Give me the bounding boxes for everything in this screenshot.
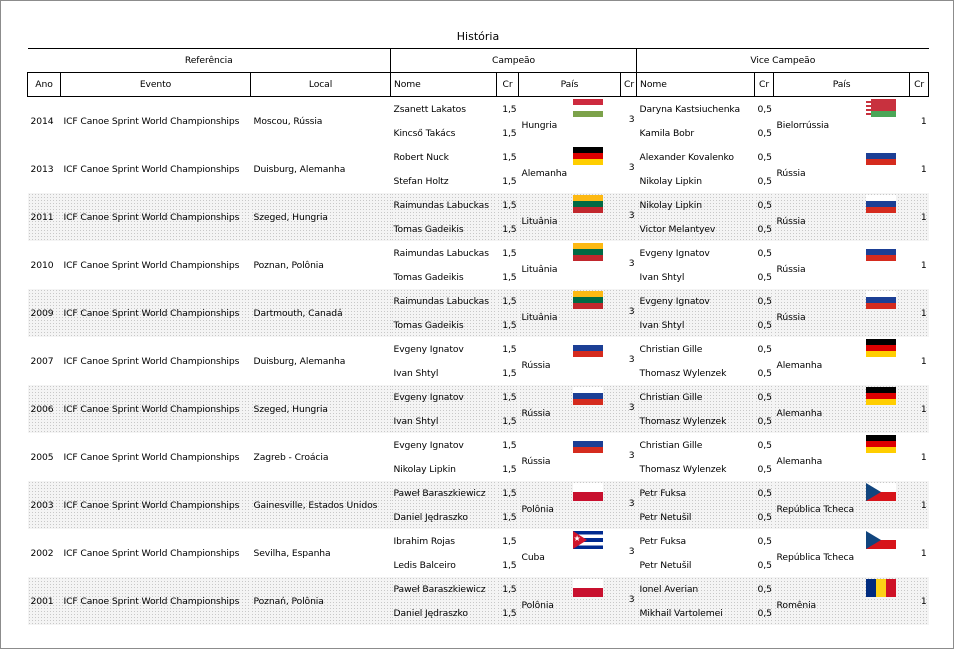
champion-name-1: Paweł Baraszkiewicz xyxy=(391,481,497,505)
group-referencia: Referência xyxy=(28,49,391,73)
event-cell: ICF Canoe Sprint World Championships xyxy=(63,163,240,175)
champion-country: Lituânia xyxy=(521,215,558,227)
year-cell: 2002 xyxy=(30,547,54,559)
vice-name-2: Ivan Shtyl xyxy=(639,271,685,283)
champion-cr-1: 1,5 xyxy=(502,439,517,451)
vice-country-cell xyxy=(774,529,910,577)
vice-country: Rússia xyxy=(776,263,806,275)
champion-cr-2: 1,5 xyxy=(502,271,517,283)
vice-cr-total: 1 xyxy=(920,163,927,175)
vice-name-2: Victor Melantyev xyxy=(637,217,755,241)
table-row xyxy=(28,97,929,122)
champion-cr-total: 3 xyxy=(621,289,637,337)
champion-name-1: Robert Nuck xyxy=(393,151,449,163)
vice-country-cell xyxy=(774,289,910,337)
champion-name-1: Evgeny Ignatov xyxy=(393,343,464,355)
col-evento: Evento xyxy=(61,73,251,97)
champion-name-1: Raimundas Labuckas xyxy=(393,247,489,259)
col-cr-vice: Cr xyxy=(755,73,774,97)
vice-country-cell xyxy=(774,577,910,625)
vice-cr-2: 0,5 xyxy=(757,367,772,379)
vice-flag-icon xyxy=(866,387,896,405)
champion-country-cell xyxy=(519,337,621,385)
champion-country-cell xyxy=(519,145,621,193)
vice-cr-1: 0,5 xyxy=(757,439,772,451)
vice-name-1: Christian Gille xyxy=(639,343,703,355)
vice-cr-2: 0,5 xyxy=(755,505,774,529)
champion-cr-2: 1,5 xyxy=(502,367,517,379)
champion-flag-icon xyxy=(573,435,603,453)
champion-name-2: Daniel Jędraszko xyxy=(391,505,497,529)
event-cell: ICF Canoe Sprint World Championships xyxy=(63,259,240,271)
vice-name-1: Christian Gille xyxy=(637,385,755,409)
champion-country: Hungria xyxy=(521,119,558,131)
vice-cr-total: 1 xyxy=(920,259,927,271)
vice-name-2: Thomasz Wylenzek xyxy=(637,409,755,433)
champion-country: Cuba xyxy=(521,551,545,563)
champion-country: Rússia xyxy=(521,359,551,371)
champion-cr-total: 3 xyxy=(628,546,635,557)
table-row xyxy=(28,481,929,505)
col-nome-vice: Nome xyxy=(637,73,755,97)
champion-cr-2: 1,5 xyxy=(502,559,517,571)
location-cell: Poznan, Polônia xyxy=(253,259,324,271)
vice-cr-total: 1 xyxy=(920,451,927,463)
vice-flag-icon xyxy=(866,483,896,501)
champion-name-2: Tomas Gadeikis xyxy=(391,217,497,241)
champion-name-2: Kincső Takács xyxy=(393,127,456,139)
location-cell: Gainesville, Estados Unidos xyxy=(251,481,391,529)
vice-flag-icon xyxy=(866,579,896,597)
table-row xyxy=(28,289,929,313)
year-cell: 2009 xyxy=(28,289,61,337)
champion-country-cell xyxy=(519,241,621,289)
champion-cr-1: 1,5 xyxy=(497,481,519,505)
champion-cr-1: 1,5 xyxy=(497,193,519,217)
event-cell: ICF Canoe Sprint World Championships xyxy=(63,355,240,367)
vice-country-cell xyxy=(774,241,910,289)
champion-country: Rússia xyxy=(521,455,551,467)
vice-cr-2: 0,5 xyxy=(757,559,772,571)
champion-flag-icon: ★ xyxy=(573,531,603,549)
vice-flag-icon xyxy=(866,147,896,165)
location-cell: Moscou, Rússia xyxy=(253,115,323,127)
event-cell: ICF Canoe Sprint World Championships xyxy=(63,451,240,463)
table-row xyxy=(28,145,929,169)
vice-cr-1: 0,5 xyxy=(755,481,774,505)
champion-cr-total: 3 xyxy=(621,385,637,433)
event-cell: ICF Canoe Sprint World Championships xyxy=(61,289,251,337)
event-cell: ICF Canoe Sprint World Championships xyxy=(63,547,240,559)
year-cell: 2007 xyxy=(30,355,54,367)
group-vice: Vice Campeão xyxy=(637,49,929,73)
vice-country-cell xyxy=(774,337,910,385)
year-cell: 2003 xyxy=(28,481,61,529)
champion-name-1: Paweł Baraszkiewicz xyxy=(391,577,497,601)
champion-name-2: Stefan Holtz xyxy=(393,175,449,187)
champion-cr-1: 1,5 xyxy=(502,343,517,355)
year-cell: 2011 xyxy=(28,193,61,241)
champion-cr-2: 1,5 xyxy=(497,217,519,241)
vice-country-cell xyxy=(774,385,910,433)
vice-country-cell xyxy=(774,433,910,481)
vice-flag-icon xyxy=(866,531,896,549)
vice-cr-1: 0,5 xyxy=(757,151,772,163)
vice-name-2: Thomasz Wylenzek xyxy=(639,463,727,475)
event-cell: ICF Canoe Sprint World Championships xyxy=(63,115,240,127)
group-campeao: Campeão xyxy=(391,49,637,73)
vice-cr-2: 0,5 xyxy=(755,409,774,433)
vice-cr-2: 0,5 xyxy=(757,271,772,283)
col-pais: País xyxy=(519,73,621,97)
vice-cr-total: 1 xyxy=(910,289,929,337)
champion-cr-total: 3 xyxy=(621,577,637,625)
vice-name-1: Ionel Averian xyxy=(637,577,755,601)
vice-cr-total: 1 xyxy=(920,115,927,127)
champion-cr-2: 1,5 xyxy=(497,409,519,433)
champion-country: Polônia xyxy=(521,599,554,611)
champion-country: Lituânia xyxy=(521,263,558,275)
vice-cr-1: 0,5 xyxy=(755,193,774,217)
col-cr-vice-total: Cr xyxy=(910,73,929,97)
champion-country: Polônia xyxy=(521,503,554,515)
champion-cr-total: 3 xyxy=(621,193,637,241)
vice-cr-2: 0,5 xyxy=(757,463,772,475)
champion-country-cell xyxy=(519,433,621,481)
vice-cr-1: 0,5 xyxy=(757,535,772,547)
event-cell: ICF Canoe Sprint World Championships xyxy=(61,577,251,625)
champion-cr-1: 1,5 xyxy=(502,151,517,163)
vice-country: Alemanha xyxy=(776,359,823,371)
champion-cr-2: 1,5 xyxy=(502,175,517,187)
history-table xyxy=(27,48,929,625)
vice-name-1: Evgeny Ignatov xyxy=(637,289,755,313)
table-row xyxy=(28,577,929,601)
year-cell: 2006 xyxy=(28,385,61,433)
col-ano: Ano xyxy=(28,73,61,97)
event-cell: ICF Canoe Sprint World Championships xyxy=(61,385,251,433)
vice-cr-total: 1 xyxy=(910,577,929,625)
champion-cr-1: 1,5 xyxy=(497,577,519,601)
vice-country: República Tcheca xyxy=(776,551,855,563)
champion-flag-icon xyxy=(573,195,603,213)
vice-country-cell xyxy=(774,145,910,193)
col-cr-total: Cr xyxy=(621,73,637,97)
vice-flag-icon xyxy=(866,243,896,261)
champion-country-cell xyxy=(519,289,621,337)
vice-country-cell xyxy=(774,481,910,529)
location-cell: Duisburg, Alemanha xyxy=(253,355,346,367)
champion-cr-total: 3 xyxy=(628,258,635,269)
vice-name-2: Ivan Shtyl xyxy=(637,313,755,337)
table-row xyxy=(28,337,929,361)
champion-flag-icon xyxy=(573,579,603,597)
table-row xyxy=(28,193,929,217)
champion-name-2: Ivan Shtyl xyxy=(391,409,497,433)
champion-cr-total: 3 xyxy=(628,162,635,173)
vice-cr-1: 0,5 xyxy=(755,577,774,601)
vice-name-1: Evgeny Ignatov xyxy=(639,247,710,259)
vice-cr-1: 0,5 xyxy=(757,343,772,355)
champion-name-1: Zsanett Lakatos xyxy=(393,103,466,115)
location-cell: Szeged, Hungria xyxy=(251,193,391,241)
vice-country: Rússia xyxy=(776,311,806,323)
champion-cr-1: 1,5 xyxy=(502,535,517,547)
vice-cr-2: 0,5 xyxy=(755,601,774,625)
champion-country-cell xyxy=(519,193,621,241)
champion-country: Lituânia xyxy=(521,311,558,323)
vice-cr-total: 1 xyxy=(920,547,927,559)
vice-flag-icon xyxy=(866,291,896,309)
event-cell: ICF Canoe Sprint World Championships xyxy=(61,193,251,241)
champion-name-1: Ibrahim Rojas xyxy=(393,535,455,547)
col-local: Local xyxy=(251,73,391,97)
champion-country-cell xyxy=(519,481,621,529)
vice-cr-2: 0,5 xyxy=(755,313,774,337)
champion-country-cell xyxy=(519,97,621,146)
champion-cr-2: 1,5 xyxy=(502,463,517,475)
event-cell: ICF Canoe Sprint World Championships xyxy=(61,481,251,529)
champion-cr-2: 1,5 xyxy=(497,313,519,337)
champion-name-2: Ivan Shtyl xyxy=(393,367,439,379)
vice-name-2: Thomasz Wylenzek xyxy=(639,367,727,379)
vice-name-2: Kamila Bobr xyxy=(639,127,695,139)
champion-name-2: Ledis Balceiro xyxy=(393,559,456,571)
vice-name-1: Christian Gille xyxy=(639,439,703,451)
vice-country: Alemanha xyxy=(776,455,823,467)
vice-cr-total: 1 xyxy=(910,481,929,529)
location-cell: Dartmouth, Canadá xyxy=(251,289,391,337)
table-row xyxy=(28,433,929,457)
vice-country: Alemanha xyxy=(776,407,823,419)
col-cr: Cr xyxy=(497,73,519,97)
champion-cr-total: 3 xyxy=(628,114,635,125)
vice-cr-1: 0,5 xyxy=(755,289,774,313)
vice-country: Rússia xyxy=(776,167,806,179)
vice-flag-icon xyxy=(866,339,896,357)
vice-country: Romênia xyxy=(776,599,817,611)
table-row xyxy=(28,529,929,553)
champion-cr-total: 3 xyxy=(628,450,635,461)
vice-name-2: Petr Netušil xyxy=(637,505,755,529)
champion-country-cell xyxy=(519,529,621,577)
champion-cr-2: 1,5 xyxy=(497,505,519,529)
vice-cr-total: 1 xyxy=(910,193,929,241)
vice-flag-icon xyxy=(866,99,896,117)
champion-flag-icon xyxy=(573,339,603,357)
champion-name-1: Evgeny Ignatov xyxy=(391,385,497,409)
champion-flag-icon xyxy=(573,147,603,165)
col-pais-vice: País xyxy=(774,73,910,97)
vice-name-1: Alexander Kovalenko xyxy=(639,151,734,163)
vice-flag-icon xyxy=(866,195,896,213)
vice-country: Rússia xyxy=(776,215,806,227)
vice-cr-total: 1 xyxy=(920,355,927,367)
vice-name-1: Petr Fuksa xyxy=(637,481,755,505)
champion-flag-icon xyxy=(573,291,603,309)
champion-country-cell xyxy=(519,385,621,433)
champion-flag-icon xyxy=(573,483,603,501)
year-cell: 2014 xyxy=(30,115,54,127)
year-cell: 2005 xyxy=(30,451,54,463)
champion-flag-icon xyxy=(573,99,603,117)
champion-name-2: Nikolay Lipkin xyxy=(393,463,456,475)
vice-cr-2: 0,5 xyxy=(757,127,772,139)
champion-country: Rússia xyxy=(521,407,551,419)
champion-name-2: Tomas Gadeikis xyxy=(391,313,497,337)
year-cell: 2013 xyxy=(30,163,54,175)
year-cell: 2001 xyxy=(28,577,61,625)
location-cell: Poznań, Polônia xyxy=(251,577,391,625)
champion-name-1: Raimundas Labuckas xyxy=(391,289,497,313)
vice-name-1: Petr Fuksa xyxy=(639,535,687,547)
table-row xyxy=(28,241,929,265)
vice-name-2: Petr Netušil xyxy=(639,559,692,571)
vice-cr-2: 0,5 xyxy=(757,175,772,187)
location-cell: Szeged, Hungria xyxy=(251,385,391,433)
vice-cr-1: 0,5 xyxy=(757,103,772,115)
col-nome: Nome xyxy=(391,73,497,97)
vice-name-2: Mikhail Vartolemei xyxy=(637,601,755,625)
champion-cr-1: 1,5 xyxy=(502,103,517,115)
vice-country: Bielorrússia xyxy=(776,119,830,131)
champion-flag-icon xyxy=(573,387,603,405)
vice-name-1: Daryna Kastsiuchenka xyxy=(639,103,741,115)
vice-cr-1: 0,5 xyxy=(755,385,774,409)
vice-country-cell xyxy=(774,193,910,241)
champion-cr-total: 3 xyxy=(621,481,637,529)
page-title: História xyxy=(456,30,500,43)
vice-cr-2: 0,5 xyxy=(755,217,774,241)
vice-flag-icon xyxy=(866,435,896,453)
champion-cr-2: 1,5 xyxy=(502,127,517,139)
champion-cr-1: 1,5 xyxy=(497,289,519,313)
champion-cr-1: 1,5 xyxy=(497,385,519,409)
vice-name-1: Nikolay Lipkin xyxy=(637,193,755,217)
vice-cr-total: 1 xyxy=(910,385,929,433)
champion-country-cell xyxy=(519,577,621,625)
champion-cr-2: 1,5 xyxy=(497,601,519,625)
vice-country-cell xyxy=(774,97,910,146)
champion-name-2: Tomas Gadeikis xyxy=(393,271,464,283)
champion-name-1: Evgeny Ignatov xyxy=(393,439,464,451)
champion-name-1: Raimundas Labuckas xyxy=(391,193,497,217)
vice-country: República Tcheca xyxy=(776,503,855,515)
champion-cr-1: 1,5 xyxy=(502,247,517,259)
year-cell: 2010 xyxy=(30,259,54,271)
location-cell: Duisburg, Alemanha xyxy=(253,163,346,175)
vice-cr-1: 0,5 xyxy=(757,247,772,259)
champion-name-2: Daniel Jędraszko xyxy=(391,601,497,625)
champion-country: Alemanha xyxy=(521,167,568,179)
table-row xyxy=(28,385,929,409)
vice-name-2: Nikolay Lipkin xyxy=(639,175,702,187)
location-cell: Sevilha, Espanha xyxy=(253,547,331,559)
location-cell: Zagreb - Croácia xyxy=(253,451,329,463)
champion-flag-icon xyxy=(573,243,603,261)
champion-cr-total: 3 xyxy=(628,354,635,365)
